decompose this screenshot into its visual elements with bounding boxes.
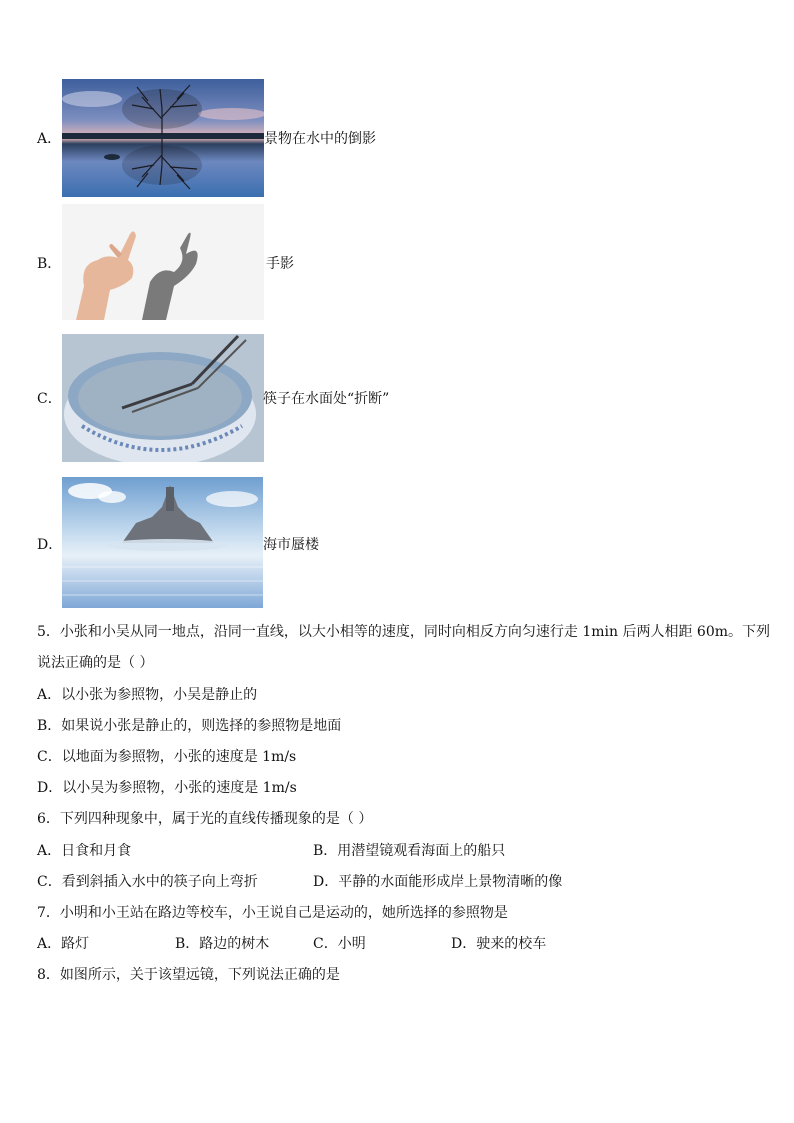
q6-option-c: C．看到斜插入水中的筷子向上弯折 xyxy=(37,874,258,890)
option-a-text: 景物在水中的倒影 xyxy=(264,131,376,147)
tree-reflection-image xyxy=(62,79,264,197)
option-b-letter: B． xyxy=(37,256,62,272)
q7-stem: 7．小明和小王站在路边等校车，小王说自己是运动的，她所选择的参照物是 xyxy=(37,905,508,921)
option-a-letter: A． xyxy=(37,131,62,147)
q7-option-d: D．驶来的校车 xyxy=(451,936,547,952)
option-d-letter: D． xyxy=(37,537,63,553)
q7-option-a: A．路灯 xyxy=(37,936,90,952)
mirage-image xyxy=(62,477,263,608)
q6-option-d: D．平静的水面能形成岸上景物清晰的像 xyxy=(313,874,563,890)
q6-option-b: B．用潜望镜观看海面上的船只 xyxy=(313,843,506,859)
option-d-text: 海市蜃楼 xyxy=(263,537,319,553)
q7-option-c: C．小明 xyxy=(313,936,366,952)
q6-option-a: A．日食和月食 xyxy=(37,843,132,859)
q5-option-d: D．以小吴为参照物，小张的速度是 1m/s xyxy=(37,780,297,796)
q8-stem: 8．如图所示，关于该望远镜，下列说法正确的是 xyxy=(37,967,340,983)
q6-stem: 6．下列四种现象中，属于光的直线传播现象的是（ ） xyxy=(37,811,373,827)
q5-stem-line2: 说法正确的是（ ） xyxy=(37,655,154,671)
q5-option-c: C．以地面为参照物，小张的速度是 1m/s xyxy=(37,749,297,765)
hand-shadow-image xyxy=(62,204,264,320)
option-b-text: 手影 xyxy=(266,256,294,272)
option-c-letter: C． xyxy=(37,391,62,407)
q5-option-a: A．以小张为参照物，小吴是静止的 xyxy=(37,687,258,703)
chopsticks-bowl-image xyxy=(62,334,264,462)
q7-option-b: B．路边的树木 xyxy=(175,936,270,952)
q5-stem-line1: 5．小张和小吴从同一地点，沿同一直线，以大小相等的速度，同时向相反方向匀速行走 1min 后两人相距 60m。下列 xyxy=(37,624,771,640)
option-c-text: 筷子在水面处“折断” xyxy=(263,391,390,407)
q5-option-b: B．如果说小张是静止的，则选择的参照物是地面 xyxy=(37,718,342,734)
